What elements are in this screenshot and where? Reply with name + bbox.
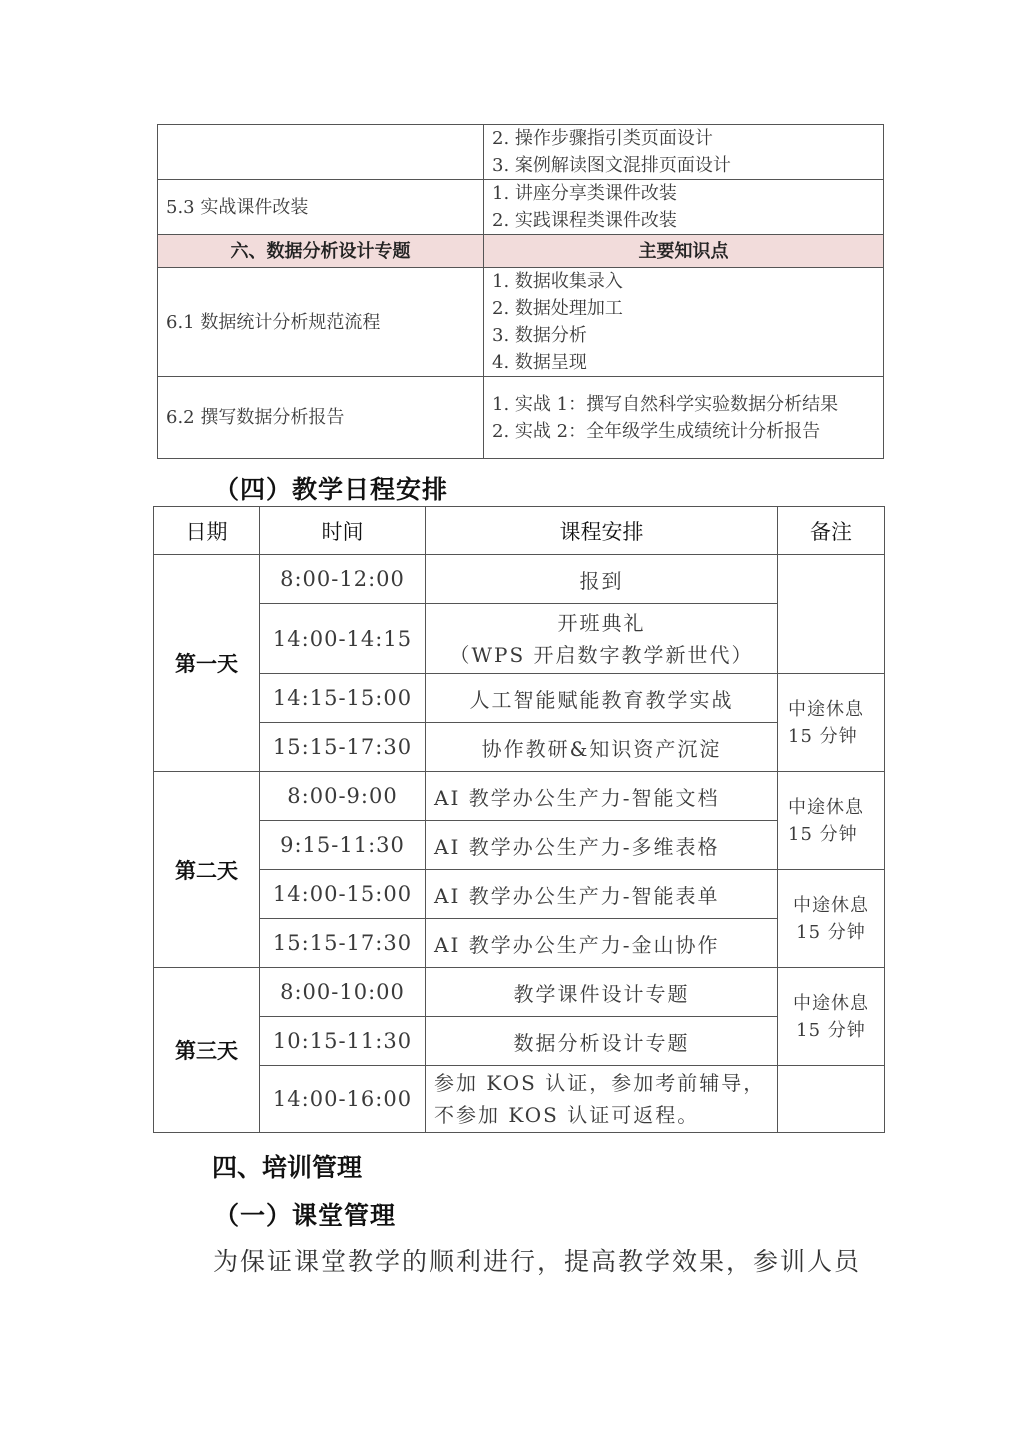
note-cell — [778, 674, 885, 772]
table-row — [158, 125, 884, 180]
topic-cell — [158, 125, 484, 180]
course-line: （WPS 开启数字教学新世代） — [449, 642, 754, 667]
table-row — [158, 180, 884, 235]
note-line: 中途休息 — [793, 992, 869, 1014]
header-course: 课程安排 — [426, 507, 778, 555]
subsection-heading: （一）课堂管理 — [214, 1201, 397, 1230]
table-row — [154, 772, 885, 821]
day-cell: 第一天 — [154, 555, 260, 772]
day-cell: 第三天 — [154, 968, 260, 1133]
point-item: 2. 实战 2：全年级学生成绩统计分析报告 — [492, 420, 821, 442]
time-cell: 8:00-12:00 — [260, 555, 426, 604]
point-item: 2. 实践课程类课件改装 — [492, 210, 677, 231]
course-line: 参加 KOS 认证，参加考前辅导， — [434, 1071, 766, 1095]
note-cell — [778, 772, 885, 870]
note-cell — [778, 968, 885, 1066]
note-line: 中途休息 — [788, 698, 864, 720]
course-cell: 教学课件设计专题 — [426, 968, 778, 1017]
section-title: 六、数据分析设计专题 — [158, 235, 484, 268]
day-cell: 第二天 — [154, 772, 260, 968]
table-row — [154, 1017, 885, 1066]
course-line: 不参加 KOS 认证可返程。 — [434, 1103, 700, 1127]
table-row — [154, 723, 885, 772]
time-cell: 9:15-11:30 — [260, 821, 426, 870]
point-item: 3. 案例解读图文混排页面设计 — [492, 155, 731, 176]
note-line: 15 分钟 — [788, 823, 858, 845]
time-cell: 14:15-15:00 — [260, 674, 426, 723]
header-note: 备注 — [778, 507, 885, 555]
note-cell — [778, 555, 885, 674]
table-row — [158, 268, 884, 377]
table-row — [154, 968, 885, 1017]
time-cell: 14:00-14:15 — [260, 604, 426, 674]
point-item: 2. 数据处理加工 — [492, 298, 623, 319]
note-line: 15 分钟 — [796, 921, 866, 943]
note-cell — [778, 870, 885, 968]
course-cell: 协作教研&知识资产沉淀 — [426, 723, 778, 772]
note-line: 15 分钟 — [796, 1019, 866, 1041]
course-cell: AI 教学办公生产力-智能表单 — [426, 870, 778, 919]
point-item: 2. 操作步骤指引类页面设计 — [492, 128, 713, 149]
schedule-table — [153, 506, 885, 1133]
note-line: 中途休息 — [788, 796, 864, 818]
time-cell: 14:00-15:00 — [260, 870, 426, 919]
points-cell — [484, 125, 884, 180]
point-item: 4. 数据呈现 — [492, 352, 587, 373]
header-date: 日期 — [154, 507, 260, 555]
topic-cell: 6.1 数据统计分析规范流程 — [158, 268, 484, 377]
note-cell — [778, 1066, 885, 1133]
course-cell — [426, 1066, 778, 1133]
course-cell: 人工智能赋能教育教学实战 — [426, 674, 778, 723]
header-row — [154, 507, 885, 555]
course-line: 开班典礼 — [557, 610, 646, 635]
time-cell: 10:15-11:30 — [260, 1017, 426, 1066]
table-row — [154, 821, 885, 870]
note-line: 中途休息 — [793, 894, 869, 916]
section-heading: 四、培训管理 — [212, 1153, 363, 1182]
points-cell — [484, 268, 884, 377]
note-line: 15 分钟 — [788, 725, 858, 747]
time-cell: 15:15-17:30 — [260, 919, 426, 968]
table-row — [154, 555, 885, 604]
schedule-heading: （四）教学日程安排 — [214, 475, 449, 504]
course-cell: 报到 — [426, 555, 778, 604]
point-item: 1. 讲座分享类课件改装 — [492, 183, 677, 204]
table-row — [154, 870, 885, 919]
course-cell: AI 教学办公生产力-金山协作 — [426, 919, 778, 968]
point-item: 1. 实战 1：撰写自然科学实验数据分析结果 — [492, 393, 839, 415]
points-header: 主要知识点 — [484, 235, 884, 268]
table-row — [154, 674, 885, 723]
table-row — [154, 604, 885, 674]
time-cell: 8:00-9:00 — [260, 772, 426, 821]
time-cell: 15:15-17:30 — [260, 723, 426, 772]
topic-cell: 6.2 撰写数据分析报告 — [158, 377, 484, 459]
point-item: 3. 数据分析 — [492, 325, 587, 346]
header-time: 时间 — [260, 507, 426, 555]
table-row — [158, 377, 884, 459]
points-cell — [484, 377, 884, 459]
topic-cell: 5.3 实战课件改装 — [158, 180, 484, 235]
course-cell — [426, 604, 778, 674]
time-cell: 14:00-16:00 — [260, 1066, 426, 1133]
points-cell — [484, 180, 884, 235]
table-row — [154, 1066, 885, 1133]
body-paragraph: 为保证课堂教学的顺利进行，提高教学效果，参训人员 — [213, 1247, 862, 1276]
time-cell: 8:00-10:00 — [260, 968, 426, 1017]
course-cell: 数据分析设计专题 — [426, 1017, 778, 1066]
knowledge-points-table — [157, 124, 884, 459]
section-header-row — [158, 235, 884, 268]
course-cell: AI 教学办公生产力-多维表格 — [426, 821, 778, 870]
point-item: 1. 数据收集录入 — [492, 271, 623, 292]
table-row — [154, 919, 885, 968]
course-cell: AI 教学办公生产力-智能文档 — [426, 772, 778, 821]
